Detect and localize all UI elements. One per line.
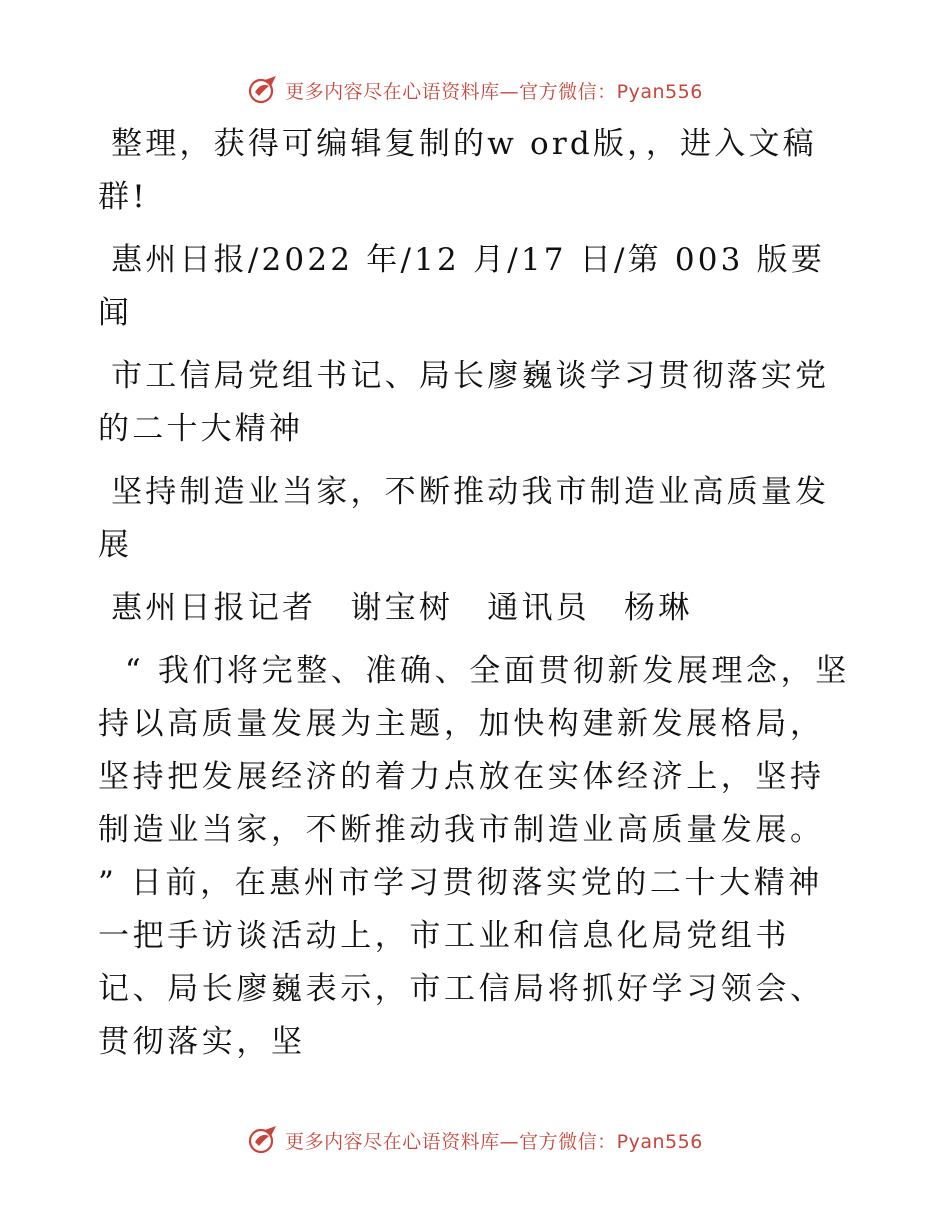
article-subtitle: 坚持制造业当家，不断推动我市制造业高质量发展 [98,474,830,563]
document-body [98,118,850,1069]
watermark-text: 更多内容尽在心语资料库—官方微信：Pyan556 [285,1130,703,1153]
source-line: 惠州日报/2022 年/12 月/17 日/第 003 版要闻 [98,242,826,331]
watermark-banner-top [0,70,950,110]
rose-quill-logo-icon [247,1124,279,1156]
article-title: 市工信局党组书记、局长廖巍谈学习贯彻落实党的二十大精神 [98,358,830,447]
body-paragraph: “ 我们将完整、准确、全面贯彻新发展理念，坚持以高质量发展为主题，加快构建新发展格局，坚持把发展经济的着力点放在实体经济上，坚持制造业当家，不断推动我市制造业高质量发展。 ” 日前，在惠州市学习贯彻落实党的二十大精神一把手访谈活动上，市工业和信息化局党组书记、局长廖巍表示，市工信局将抓好学习领会、贯彻落实，坚 [98,653,850,1060]
intro-paragraph: 整理，获得可编辑复制的w ord版，，进入文稿群! [98,126,817,215]
rose-quill-logo-icon [247,74,279,106]
watermark-text: 更多内容尽在心语资料库—官方微信：Pyan556 [285,80,703,103]
watermark-banner-bottom [0,1120,950,1160]
byline: 惠州日报记者 谢宝树 通讯员 杨琳 [98,590,693,626]
